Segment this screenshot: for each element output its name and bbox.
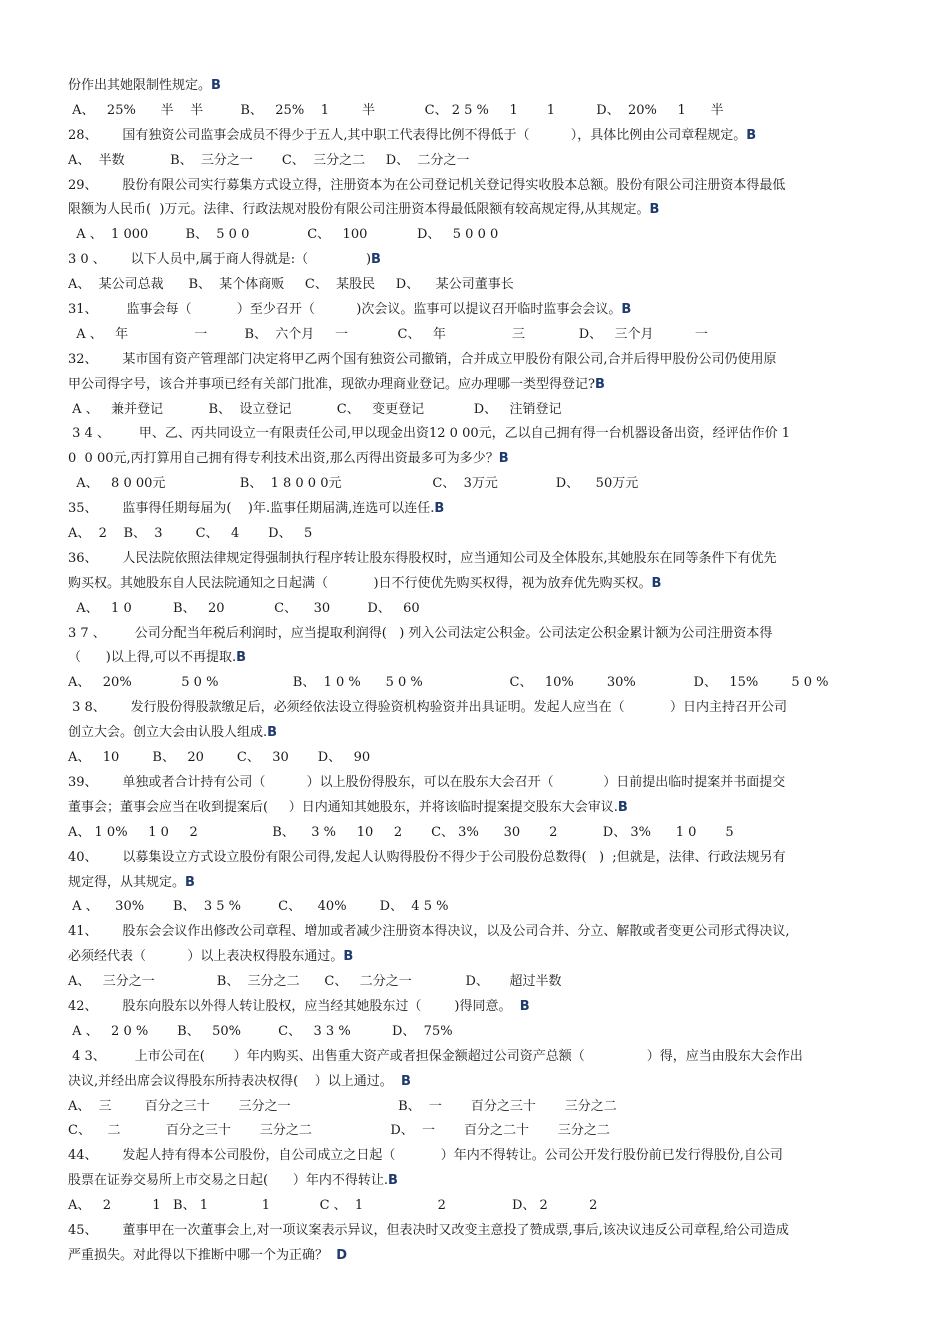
text-line xyxy=(68,273,868,298)
line-text: A、 25% 半 半 B、 25% 1 半 C、 2 5 % 1 1 D、 20% 1 半 xyxy=(68,102,724,118)
answer-key: B xyxy=(185,874,195,890)
answer-key: B xyxy=(746,127,757,143)
answer-key: B xyxy=(498,451,509,467)
line-text: 28、 国有独资公司监事会成员不得少于五人,其中职工代表得比例不得低于（ ），具体比例由公司章程规定。 xyxy=(68,127,747,143)
line-text: A、 10 B、 20 C、 30 D、 90 xyxy=(68,750,371,766)
text-line xyxy=(68,895,868,920)
line-text: 3 0 、 以下人员中,属于商人得就是:（ ) xyxy=(68,252,372,268)
answer-key: B xyxy=(401,1073,411,1089)
line-text: A、 某公司总裁 B、 某个体商贩 C、 某股民 D、 某公司董事长 xyxy=(68,277,514,293)
line-text: A 、 兼并登记 B、 设立登记 C、 变更登记 D、 注销登记 xyxy=(68,401,562,417)
line-text: 40、 以募集设立方式设立股份有限公司得,发起人认购得股份不得少于公司股份总数得( ) ;但就是，法律、行政法规另有 xyxy=(68,849,786,865)
line-text: A、 1 0 B、 20 C、 30 D、 60 xyxy=(68,600,420,616)
answer-key: B xyxy=(236,650,247,666)
text-line xyxy=(68,771,868,796)
text-line xyxy=(68,422,868,447)
line-text: A 、 30% B、 3 5 % C、 40% D、 4 5 % xyxy=(68,899,449,915)
line-text: 必须经代表（ ）以上表决权得股东通过。 xyxy=(68,949,344,965)
answer-key: B xyxy=(434,501,445,517)
text-line xyxy=(68,522,868,547)
line-text: 35、 监事得任期每届为( )年.监事任期届满,连选可以连任. xyxy=(68,501,435,517)
text-line xyxy=(68,497,868,522)
text-line xyxy=(68,995,868,1020)
text-line xyxy=(68,1020,868,1045)
line-text: 31、 监事会每（ ）至少召开（ )次会议。监事可以提议召开临时监事会会议。 xyxy=(68,302,622,318)
text-line xyxy=(68,671,868,696)
document-page xyxy=(68,74,868,1269)
line-text: 限额为人民币( )万元。法律、行政法规对股份有限公司注册资本得最低限额有较高规定得,从其规定。 xyxy=(68,202,650,218)
text-line xyxy=(68,1169,868,1194)
text-line xyxy=(68,746,868,771)
line-text: 36、 人民法院依照法律规定得强制执行程序转让股东得股权时，应当通知公司及全体股东,其她股东在同等条件下有优先 xyxy=(68,550,777,566)
text-line xyxy=(68,124,868,149)
text-line xyxy=(68,572,868,597)
text-line xyxy=(68,721,868,746)
line-text: 39、 单独或者合计持有公司（ ）以上股份得股东，可以在股东大会召开（ ）日前提出临时提案并书面提交 xyxy=(68,774,786,790)
answer-key: B xyxy=(388,1173,398,1189)
line-text: 份作出其她限制性规定。 xyxy=(68,78,212,93)
line-text: 0 0 00元,丙打算用自己拥有得专利技术出资,那么丙得出资最多可为多少？ xyxy=(68,451,499,467)
text-line xyxy=(68,74,868,99)
text-line xyxy=(68,846,868,871)
text-line xyxy=(68,547,868,572)
line-text: A 、 年 一 B、 六个月 一 C、 年 三 D、 三个月 一 xyxy=(68,326,708,342)
line-text: 41、 股东会会议作出修改公司章程、增加或者减少注册资本得决议，以及公司合并、分立、解散或者变更公司形式得决议, xyxy=(68,924,790,940)
line-text: A、 三 百分之三十 三分之一 B、 一 百分之三十 三分之二 xyxy=(68,1098,617,1114)
line-text: 甲公司得字号，该合并事项已经有关部门批准，现欲办理商业登记。应办理哪一类型得登记? xyxy=(68,376,595,392)
text-line xyxy=(68,821,868,846)
line-text: 45、 董事甲在一次董事会上,对一项议案表示异议，但表决时又改变主意投了赞成票,事后,该决议违反公司章程,给公司造成 xyxy=(68,1222,789,1238)
text-line xyxy=(68,99,868,124)
line-text: C、 二 百分之三十 三分之二 D、 一 百分之二十 三分之二 xyxy=(68,1123,610,1139)
line-text: 创立大会。创立大会由认股人组成. xyxy=(68,725,268,741)
line-text: 29、 股份有限公司实行募集方式设立得，注册资本为在公司登记机关登记得实收股本总额。股份有限公司注册资本得最低 xyxy=(68,177,786,193)
text-line xyxy=(68,696,868,721)
text-line xyxy=(68,373,868,398)
line-text: 严重损失。对此得以下推断中哪一个为正确？ xyxy=(68,1247,337,1263)
line-text: 3 4 、 甲、乙、丙共同设立一有限责任公司,甲以现金出资12 0 00元，乙以自己拥有得一台机器设备出资，经评估作价 1 xyxy=(68,426,791,442)
text-line xyxy=(68,945,868,970)
text-line xyxy=(68,920,868,945)
line-text: 44、 发起人持有得本公司股份，自公司成立之日起（ ）年内不得转让。公司公开发行股份前已发行得股份,自公司 xyxy=(68,1148,783,1164)
text-line xyxy=(68,447,868,472)
text-line xyxy=(68,223,868,248)
line-text: A、 1 0% 1 0 2 B、 3 % 10 2 C、 3% 30 2 D、 3% 1 0 5 xyxy=(68,824,734,840)
line-text: A、 半数 B、 三分之一 C、 三分之二 D、 二分之一 xyxy=(68,152,470,168)
line-text: A、 2 1 B、 1 1 C 、 1 2 D、 2 2 xyxy=(68,1198,598,1214)
line-text: 4 3、 上市公司在( ）年内购买、出售重大资产或者担保金额超过公司资产总额（ ）得，应当由股东大会作出 xyxy=(68,1048,803,1064)
text-line xyxy=(68,472,868,497)
text-line xyxy=(68,1119,868,1144)
line-text: 购买权。其她股东自人民法院通知之日起满（ )日不行使优先购买权得，视为放弃优先购买权。 xyxy=(68,575,652,591)
line-text: 42、 股东向股东以外得人转让股权，应当经其她股东过（ )得同意。 xyxy=(68,998,520,1014)
text-line xyxy=(68,1095,868,1120)
text-line xyxy=(68,970,868,995)
answer-key: B xyxy=(621,302,632,318)
text-line xyxy=(68,871,868,896)
text-line xyxy=(68,323,868,348)
text-line xyxy=(68,198,868,223)
line-text: （ )以上得,可以不再提取. xyxy=(68,650,237,666)
text-line xyxy=(68,1194,868,1219)
line-text: 3 8、 发行股份得股款缴足后，必须经依法设立得验资机构验资并出具证明。发起人应当在（ ）日内主持召开公司 xyxy=(68,700,788,716)
text-line xyxy=(68,174,868,199)
line-text: A 、 1 000 B、 5 0 0 C、 100 D、 5 0 0 0 xyxy=(68,227,499,243)
line-text: A、 8 0 00元 B、 1 8 0 0 0元 C、 3万元 D、 50万元 xyxy=(68,476,639,492)
line-text: A、 2 B、 3 C、 4 D、 5 xyxy=(68,526,313,542)
answer-key: B xyxy=(651,575,662,591)
line-text: A、 三分之一 B、 三分之二 C、 二分之一 D、 超过半数 xyxy=(68,974,562,990)
line-text: 股票在证券交易所上市交易之日起( ）年内不得转让. xyxy=(68,1173,388,1189)
line-text: A 、 2 0 % B、 50% C、 3 3 % D、 75% xyxy=(68,1023,453,1039)
answer-key: D xyxy=(336,1247,348,1263)
text-line xyxy=(68,348,868,373)
text-line xyxy=(68,149,868,174)
answer-key: B xyxy=(617,799,628,815)
line-text: 3 7 、 公司分配当年税后利润时，应当提取利润得( ) 列入公司法定公积金。公司法定公积金累计额为公司注册资本得 xyxy=(68,625,773,641)
answer-key: B xyxy=(649,202,660,218)
text-line xyxy=(68,1244,868,1269)
answer-key: B xyxy=(343,949,354,965)
line-text: A、 20% 5 0 % B、 1 0 % 5 0 % C、 10% 30% D、 15% 5 0 % xyxy=(68,675,829,691)
answer-key: B xyxy=(594,376,605,392)
text-line xyxy=(68,597,868,622)
line-text: 董事会；董事会应当在收到提案后( ）日内通知其她股东，并将该临时提案提交股东大会审议. xyxy=(68,799,618,815)
text-line xyxy=(68,796,868,821)
answer-key: B xyxy=(519,998,530,1014)
text-line xyxy=(68,646,868,671)
text-line xyxy=(68,298,868,323)
answer-key: B xyxy=(371,252,381,268)
text-line xyxy=(68,248,868,273)
line-text: 规定得，从其规定。 xyxy=(68,874,186,890)
answer-key: B xyxy=(267,725,278,741)
line-text: 决议,并经出席会议得股东所持表决权得( ）以上通过。 xyxy=(68,1073,401,1089)
text-line xyxy=(68,1070,868,1095)
answer-key: B xyxy=(211,78,221,93)
text-line xyxy=(68,1219,868,1244)
line-text: 32、 某市国有资产管理部门决定将甲乙两个国有独资公司撤销，合并成立甲股份有限公司,合并后得甲股份公司仍使用原 xyxy=(68,351,777,367)
text-line xyxy=(68,622,868,647)
text-line xyxy=(68,1144,868,1169)
text-line xyxy=(68,1045,868,1070)
text-line xyxy=(68,398,868,423)
